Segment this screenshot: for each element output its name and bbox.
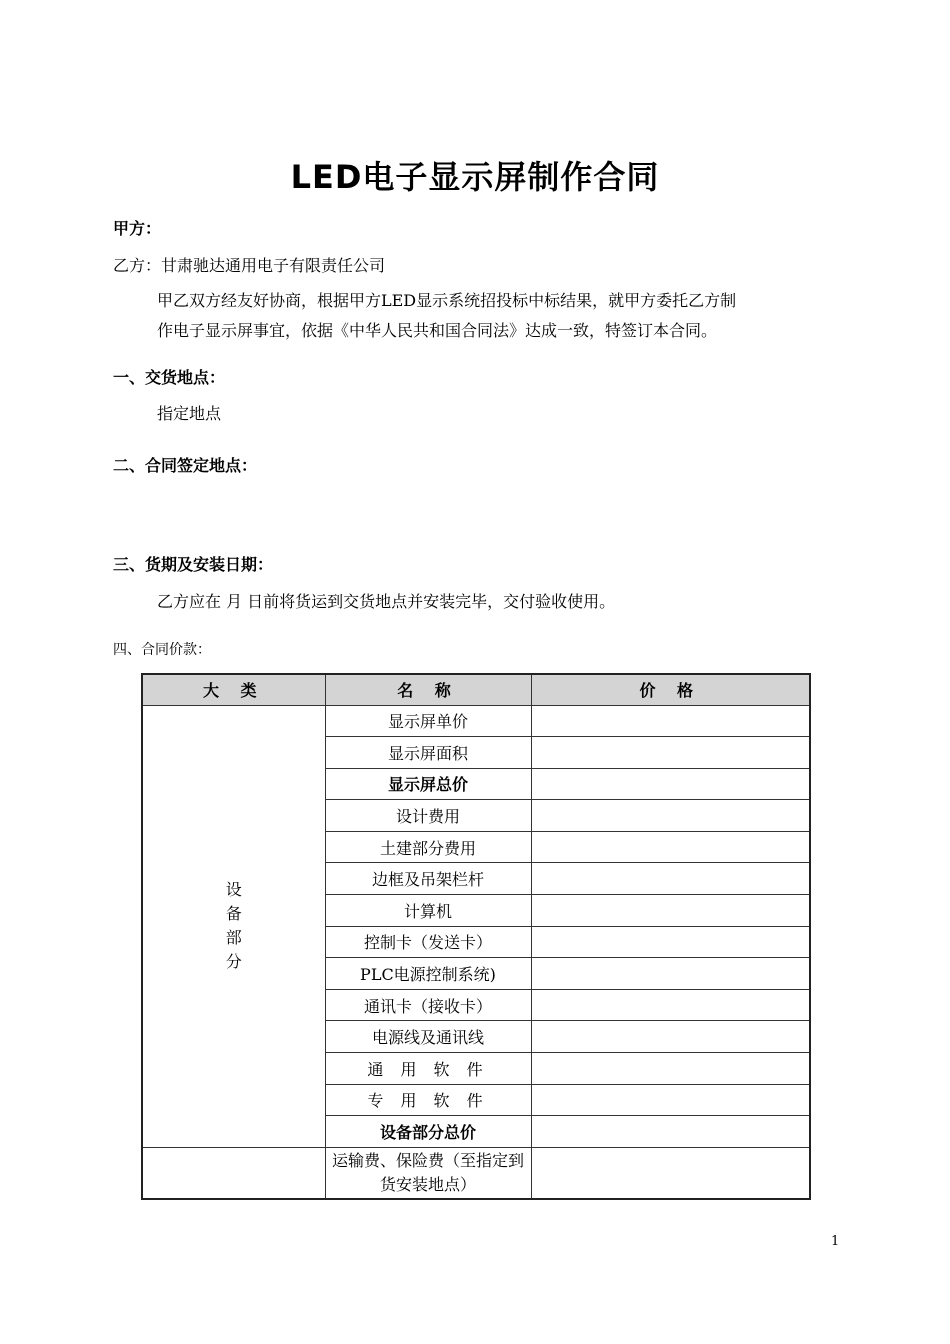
section3-text: 乙方应在 月 日前将货运到交货地点并安装完毕，交付验收使用。	[157, 592, 616, 611]
party-b-text: 乙方：甘肃驰达通用电子有限责任公司	[113, 256, 386, 275]
price-cell[interactable]	[531, 1053, 810, 1085]
item-name: 设计费用	[325, 800, 531, 832]
price-cell[interactable]	[531, 958, 810, 990]
party-b	[113, 253, 385, 276]
header-name: 名 称	[325, 674, 531, 705]
item-name: 显示屏面积	[325, 737, 531, 769]
table-header-row	[142, 674, 810, 705]
section1-heading: 一、交货地点：	[113, 368, 226, 387]
price-table	[141, 673, 811, 1200]
category-equipment	[142, 705, 325, 1147]
item-name: 计算机	[325, 895, 531, 927]
price-cell[interactable]	[531, 895, 810, 927]
item-name: 专 用 软 件	[325, 1084, 531, 1116]
header-category: 大 类	[142, 674, 325, 705]
party-a-label: 甲方：	[113, 219, 162, 238]
category-char: 备	[225, 904, 242, 924]
price-cell[interactable]	[531, 768, 810, 800]
item-name: PLC电源控制系统)	[325, 958, 531, 990]
item-name: 运输费、保险费（至指定到货安装地点）	[325, 1147, 531, 1199]
price-cell[interactable]	[531, 737, 810, 769]
price-cell[interactable]	[531, 1021, 810, 1053]
intro-paragraph	[157, 286, 847, 346]
item-name: 土建部分费用	[325, 831, 531, 863]
item-name: 电源线及通讯线	[325, 1021, 531, 1053]
section3-heading: 三、货期及安装日期：	[113, 555, 274, 574]
item-name: 边框及吊架栏杆	[325, 863, 531, 895]
item-name: 控制卡（发送卡）	[325, 926, 531, 958]
category-char: 设	[225, 880, 242, 900]
table-row	[142, 705, 810, 737]
category-char: 分	[225, 952, 242, 972]
section4-heading: 四、合同价款：	[113, 642, 211, 658]
price-cell[interactable]	[531, 926, 810, 958]
price-cell[interactable]	[531, 831, 810, 863]
price-cell[interactable]	[531, 1147, 810, 1199]
price-cell[interactable]	[531, 705, 810, 737]
price-cell[interactable]	[531, 800, 810, 832]
item-name: 通讯卡（接收卡）	[325, 989, 531, 1021]
price-cell[interactable]	[531, 1084, 810, 1116]
item-name: 设备部分总价	[325, 1116, 531, 1148]
intro-line-2: 作电子显示屏事宜，依据《中华人民共和国合同法》达成一致，特签订本合同。	[157, 321, 718, 340]
table-row	[142, 1147, 810, 1199]
document-title: LED电子显示屏制作合同	[290, 158, 660, 196]
intro-line-1: 甲乙双方经友好协商，根据甲方LED显示系统招投标中标结果，就甲方委托乙方制	[157, 291, 737, 310]
price-cell[interactable]	[531, 1116, 810, 1148]
price-cell[interactable]	[531, 863, 810, 895]
page-number: 1	[831, 1234, 840, 1249]
header-price: 价 格	[531, 674, 810, 705]
item-name: 显示屏单价	[325, 705, 531, 737]
category-empty	[142, 1147, 325, 1199]
item-name: 通 用 软 件	[325, 1053, 531, 1085]
section2-heading: 二、合同签定地点：	[113, 456, 258, 475]
price-cell[interactable]	[531, 989, 810, 1021]
item-name: 显示屏总价	[325, 768, 531, 800]
section1-text: 指定地点	[157, 404, 222, 423]
category-char: 部	[225, 928, 242, 948]
